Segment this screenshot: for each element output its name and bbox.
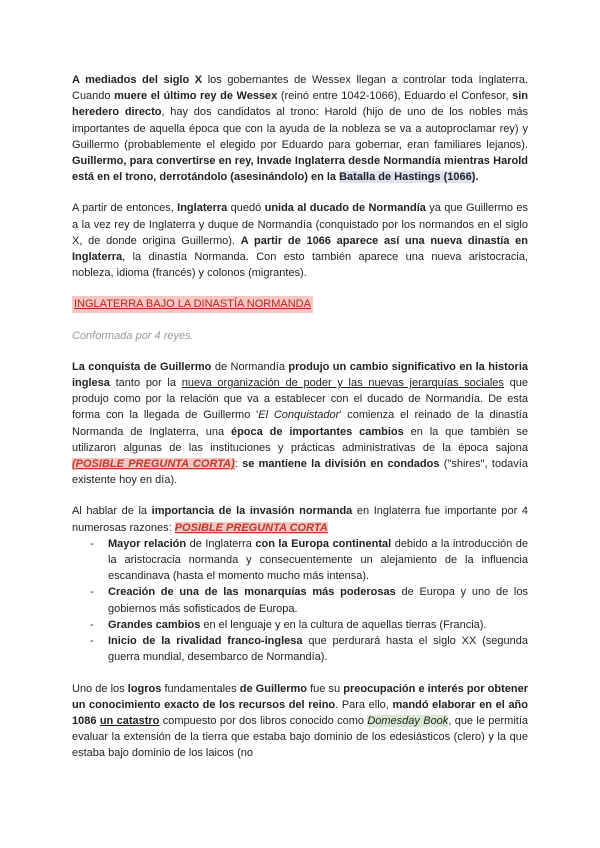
text-bold: se mantiene la división en condados xyxy=(242,458,440,471)
section-heading: INGLATERRA BAJO LA DINASTÍA NORMANDA xyxy=(72,296,313,312)
text-bold: Mayor relación xyxy=(108,537,187,550)
possible-question-tag: (POSIBLE PREGUNTA CORTA) xyxy=(72,458,235,471)
highlight-hastings: Batalla de Hastings (1066) xyxy=(339,171,476,184)
text: ("shires", todavía existente hoy en día). xyxy=(72,458,528,487)
dash-bullet: - xyxy=(90,537,94,550)
text: en el lenguaje y en la cultura de aquellas tierras (Francia). xyxy=(200,618,487,631)
text-italic: El Conquistador xyxy=(258,409,340,422)
dash-bullet: - xyxy=(90,635,94,648)
text-bold: logros xyxy=(127,682,162,695)
highlight-domesday: Domesday Book xyxy=(367,714,449,727)
text: que produjo como por la relación que va a establecer con el ducado de Normandía. De esta forma con la llegada de Guillermo ' xyxy=(72,377,528,422)
text: fundamentales xyxy=(161,682,240,695)
text: de Europa y uno de los gobiernos más sofisticados de Europa. xyxy=(108,586,528,615)
text: ya que Guillermo es a la vez rey de Inglaterra y duque de Normandía (conquistado por los normandos en el siglo X, de donde origina Guillermo). xyxy=(72,202,528,247)
section-subtitle: Conformada por 4 reyes. xyxy=(72,329,194,342)
paragraph-conquista xyxy=(72,359,528,489)
text: debido a la introducción de la aristocracia normanda y consecuentemente un alejamiento de la influencia escandinava (hasta el momento mucho más intensa). xyxy=(108,537,529,583)
text: A partir de entonces, xyxy=(72,202,178,215)
list-item xyxy=(90,584,528,616)
text: en la que también se utilizaron algunas de las instituciones y prácticas administrativas de la época sajona xyxy=(72,425,528,454)
text-bold: La conquista de Guillermo xyxy=(72,360,212,373)
text: en Inglaterra fue importante por 4 numerosas razones: xyxy=(72,505,528,534)
paragraph-wessex xyxy=(72,72,528,185)
text: de Normandía xyxy=(211,360,289,373)
text-bold: unida al ducado de Normandía xyxy=(264,202,426,215)
text: . Para ello, xyxy=(335,698,393,711)
text: compuesto por dos libros conocido como xyxy=(159,714,368,727)
reasons-list xyxy=(72,536,528,666)
text-bold: Inglaterra xyxy=(177,202,228,215)
text-bold: Grandes cambios xyxy=(108,618,201,631)
list-item xyxy=(90,536,529,585)
text: quedó xyxy=(227,202,265,215)
text-bold: mandó elaborar en el año 1086 xyxy=(72,698,529,727)
text: que perdurará hasta el siglo XX (segunda guerra mundial, desembarco de Normandía). xyxy=(108,635,529,664)
text-bold-underlined: un catastro xyxy=(99,714,160,727)
text-bold: produjo un cambio significativo en la historia inglesa xyxy=(72,360,528,390)
possible-question-tag: POSIBLE PREGUNTA CORTA xyxy=(174,521,328,534)
text: : xyxy=(234,458,243,471)
dash-bullet: - xyxy=(90,586,94,599)
paragraph-importancia xyxy=(72,503,528,535)
text: (reinó entre 1042-1066), Eduardo el Confesor, xyxy=(277,90,513,103)
text-bold: Creación de una de las monarquías más poderosas xyxy=(108,586,396,599)
text-underlined: nueva organización de poder y las nuevas jerarquías sociales xyxy=(181,377,504,390)
text-bold: sin heredero directo xyxy=(72,90,528,119)
text-bold: muere el último rey de Wessex xyxy=(114,90,278,103)
text: , hay dos candidatos al trono: Harold (hijo de uno de los nobles más importantes de aquella época que con la ayuda de la nobleza se va a autoproclamar rey) y Guillermo (probablemente el elegido por Eduardo para gobernar, eran familiares lejanos). xyxy=(72,106,528,151)
text: los gobernantes de Wessex llegan a controlar toda Inglaterra. Cuando xyxy=(72,74,529,103)
text-bold: de Guillermo xyxy=(239,682,308,695)
text-bold: A partir de 1066 aparece así una nueva dinastía en Inglaterra xyxy=(72,234,528,264)
text: Uno de los xyxy=(72,682,128,695)
text: , la dinastía Normanda. Con esto también aparece una nueva aristocracia, nobleza, idioma (francés) y colonos (migrantes). xyxy=(72,251,528,280)
text-bold: importancia de la invasión normanda xyxy=(151,505,353,518)
text: fue su xyxy=(307,682,344,695)
text: Al hablar de la xyxy=(72,505,152,518)
list-item xyxy=(90,617,528,633)
text: de Inglaterra xyxy=(186,537,256,550)
text: , que le permitía evaluar la extensión de la tierra que estaba bajo dominio de los edesiásticos (clero) y la que estaba bajo dominio de los laicos (no xyxy=(72,714,528,760)
list-item xyxy=(90,633,529,665)
section-heading-line xyxy=(72,296,528,312)
text-bold: . xyxy=(475,171,479,184)
paragraph-logros xyxy=(72,681,528,762)
text: tanto por la xyxy=(109,377,182,390)
text-bold: Inicio de la rivalidad franco-inglesa xyxy=(108,635,303,648)
text-bold: A mediados del siglo X xyxy=(72,74,203,86)
text-bold: con la Europa continental xyxy=(255,537,392,550)
paragraph-normandia xyxy=(72,200,528,281)
text: ' comienza el reinado de la dinastía Normanda de Inglaterra, una xyxy=(72,409,528,438)
text-bold: Guillermo, para convertirse en rey, Invade Inglaterra desde Normandía mientras Harold está en el trono, derrotándolo (asesinándolo) en la xyxy=(72,155,528,184)
text-bold: época de importantes cambios xyxy=(230,425,404,438)
text-bold: preocupación e interés por obtener un conocimiento exacto de los recursos del reino xyxy=(72,682,528,711)
dash-bullet: - xyxy=(90,618,94,631)
